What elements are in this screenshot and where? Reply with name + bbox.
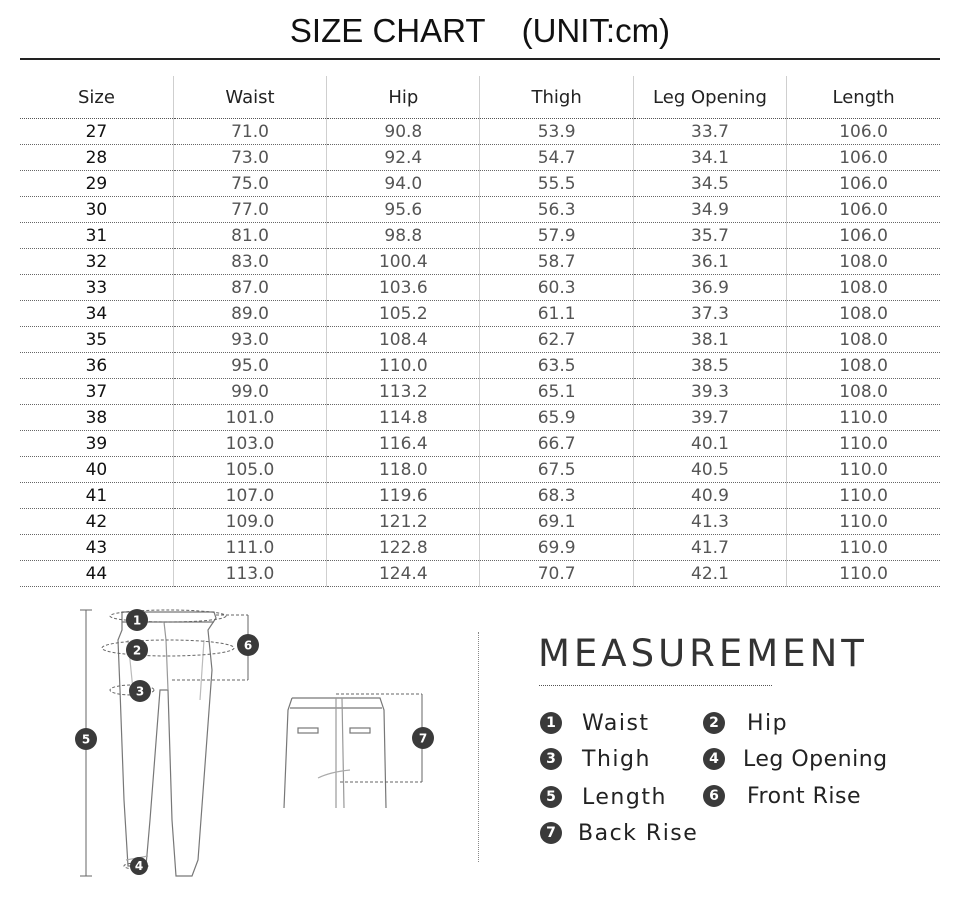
table-cell: 69.9 [480,535,633,561]
column-header-size: Size [20,76,173,119]
table-cell: 40.9 [633,483,786,509]
table-row [20,119,940,145]
table-cell: 67.5 [480,457,633,483]
table-cell: 94.0 [327,171,480,197]
table-cell: 30 [20,197,173,223]
table-cell: 42.1 [633,561,786,587]
legend-number: 3 [540,748,562,770]
measurement-title-underline [539,685,772,686]
table-cell: 32 [20,249,173,275]
table-cell: 110.0 [787,405,940,431]
table-cell: 83.0 [173,249,326,275]
table-cell: 110.0 [787,561,940,587]
measurement-title: MEASUREMENT [538,632,868,675]
column-header-thigh: Thigh [480,76,633,119]
table-cell: 38.5 [633,353,786,379]
table-cell: 41.7 [633,535,786,561]
badge-3 [129,680,151,702]
section-divider [478,632,479,862]
legend-number: 5 [540,786,562,808]
table-cell: 118.0 [327,457,480,483]
legend-item-waist [540,708,650,738]
table-row [20,353,940,379]
back-measure-lines [336,694,422,782]
table-row [20,171,940,197]
back-pants-illustration [284,698,386,808]
legend-label: Waist [582,710,650,736]
table-cell: 124.4 [327,561,480,587]
table-cell: 34.1 [633,145,786,171]
table-cell: 29 [20,171,173,197]
table-cell: 68.3 [480,483,633,509]
column-header-leg-opening: Leg Opening [633,76,786,119]
table-cell: 42 [20,509,173,535]
legend-label: Length [582,784,667,810]
table-row [20,145,940,171]
table-cell: 43 [20,535,173,561]
table-cell: 41.3 [633,509,786,535]
table-cell: 36.9 [633,275,786,301]
legend-number: 7 [540,822,562,844]
pants-measurement-diagram [0,598,480,898]
table-cell: 108.0 [787,353,940,379]
table-cell: 110.0 [787,457,940,483]
table-row [20,405,940,431]
table-cell: 108.0 [787,301,940,327]
table-cell: 108.0 [787,275,940,301]
badge-1 [126,609,148,631]
size-chart-table [20,76,940,587]
table-body [20,119,940,587]
table-cell: 110.0 [787,535,940,561]
table-cell: 39.3 [633,379,786,405]
table-cell: 122.8 [327,535,480,561]
table-cell: 65.9 [480,405,633,431]
table-cell: 39.7 [633,405,786,431]
table-cell: 103.6 [327,275,480,301]
table-cell: 38 [20,405,173,431]
table-cell: 116.4 [327,431,480,457]
table-cell: 37.3 [633,301,786,327]
table-cell: 121.2 [327,509,480,535]
legend-item-length [540,782,667,812]
table-cell: 113.2 [327,379,480,405]
table-cell: 58.7 [480,249,633,275]
table-cell: 103.0 [173,431,326,457]
legend-item-back-rise [540,818,698,848]
table-cell: 93.0 [173,327,326,353]
table-cell: 100.4 [327,249,480,275]
table-row [20,483,940,509]
table-cell: 90.8 [327,119,480,145]
table-cell: 110.0 [787,483,940,509]
table-cell: 114.8 [327,405,480,431]
table-cell: 106.0 [787,197,940,223]
svg-text:7: 7 [418,731,428,746]
table-cell: 28 [20,145,173,171]
table-cell: 71.0 [173,119,326,145]
legend-label: Back Rise [578,820,699,846]
table-cell: 92.4 [327,145,480,171]
svg-text:4: 4 [134,859,144,873]
legend-label: Thigh [582,746,651,772]
table-cell: 106.0 [787,119,940,145]
svg-text:2: 2 [132,643,142,658]
legend-label: Leg Opening [743,746,888,772]
table-row [20,223,940,249]
table-cell: 35.7 [633,223,786,249]
badge-6 [237,634,259,656]
column-header-waist: Waist [173,76,326,119]
table-cell: 61.1 [480,301,633,327]
table-cell: 36 [20,353,173,379]
table-cell: 108.4 [327,327,480,353]
table-cell: 60.3 [480,275,633,301]
table-row [20,197,940,223]
table-header-row [20,76,940,119]
table-cell: 34 [20,301,173,327]
table-cell: 34.9 [633,197,786,223]
legend-number: 4 [703,748,725,770]
table-cell: 35 [20,327,173,353]
table-cell: 40 [20,457,173,483]
table-row [20,301,940,327]
legend-item-hip [703,708,788,738]
table-cell: 36.1 [633,249,786,275]
table-cell: 99.0 [173,379,326,405]
title-divider [20,58,940,60]
table-cell: 40.5 [633,457,786,483]
table-cell: 57.9 [480,223,633,249]
table-cell: 110.0 [787,509,940,535]
table-cell: 66.7 [480,431,633,457]
svg-text:3: 3 [135,684,145,699]
table-row [20,379,940,405]
table-cell: 65.1 [480,379,633,405]
table-cell: 70.7 [480,561,633,587]
table-cell: 31 [20,223,173,249]
table-cell: 75.0 [173,171,326,197]
front-measure-lines [80,610,248,876]
table-cell: 101.0 [173,405,326,431]
table-cell: 62.7 [480,327,633,353]
table-cell: 119.6 [327,483,480,509]
badge-5 [75,728,97,750]
table-cell: 39 [20,431,173,457]
table-row [20,431,940,457]
legend-number: 2 [703,712,725,734]
table-cell: 41 [20,483,173,509]
table-cell: 40.1 [633,431,786,457]
table-cell: 38.1 [633,327,786,353]
legend-number: 1 [540,712,562,734]
table-cell: 106.0 [787,223,940,249]
table-cell: 73.0 [173,145,326,171]
table-cell: 108.0 [787,249,940,275]
table-row [20,249,940,275]
table-cell: 34.5 [633,171,786,197]
table-cell: 108.0 [787,379,940,405]
svg-text:5: 5 [81,732,91,747]
legend-item-leg-opening [703,744,888,774]
table-cell: 105.2 [327,301,480,327]
table-row [20,327,940,353]
table-cell: 111.0 [173,535,326,561]
table-cell: 95.0 [173,353,326,379]
table-cell: 106.0 [787,145,940,171]
page-title: SIZE CHART (UNIT:cm) [289,12,671,49]
table-cell: 113.0 [173,561,326,587]
legend-item-front-rise [703,781,861,811]
table-row [20,535,940,561]
table-row [20,275,940,301]
table-cell: 77.0 [173,197,326,223]
table-cell: 55.5 [480,171,633,197]
legend-label: Hip [747,710,789,736]
table-cell: 63.5 [480,353,633,379]
table-cell: 56.3 [480,197,633,223]
badge-7 [412,727,434,749]
table-cell: 81.0 [173,223,326,249]
table-cell: 27 [20,119,173,145]
table-cell: 53.9 [480,119,633,145]
svg-text:1: 1 [132,613,142,628]
table-cell: 109.0 [173,509,326,535]
legend-item-thigh [540,744,651,774]
table-row [20,457,940,483]
column-header-hip: Hip [327,76,480,119]
svg-text:6: 6 [243,638,253,653]
table-cell: 105.0 [173,457,326,483]
table-cell: 110.0 [327,353,480,379]
badge-2 [126,639,148,661]
legend-number: 6 [703,785,725,807]
column-header-length: Length [787,76,940,119]
table-cell: 69.1 [480,509,633,535]
table-cell: 33 [20,275,173,301]
table-cell: 54.7 [480,145,633,171]
table-cell: 89.0 [173,301,326,327]
table-cell: 95.6 [327,197,480,223]
table-cell: 37 [20,379,173,405]
table-row [20,561,940,587]
table-cell: 106.0 [787,171,940,197]
table-cell: 87.0 [173,275,326,301]
legend-label: Front Rise [747,783,862,809]
table-cell: 110.0 [787,431,940,457]
table-cell: 108.0 [787,327,940,353]
badge-4 [130,857,148,875]
table-cell: 33.7 [633,119,786,145]
table-cell: 107.0 [173,483,326,509]
table-cell: 44 [20,561,173,587]
table-row [20,509,940,535]
table-cell: 98.8 [327,223,480,249]
